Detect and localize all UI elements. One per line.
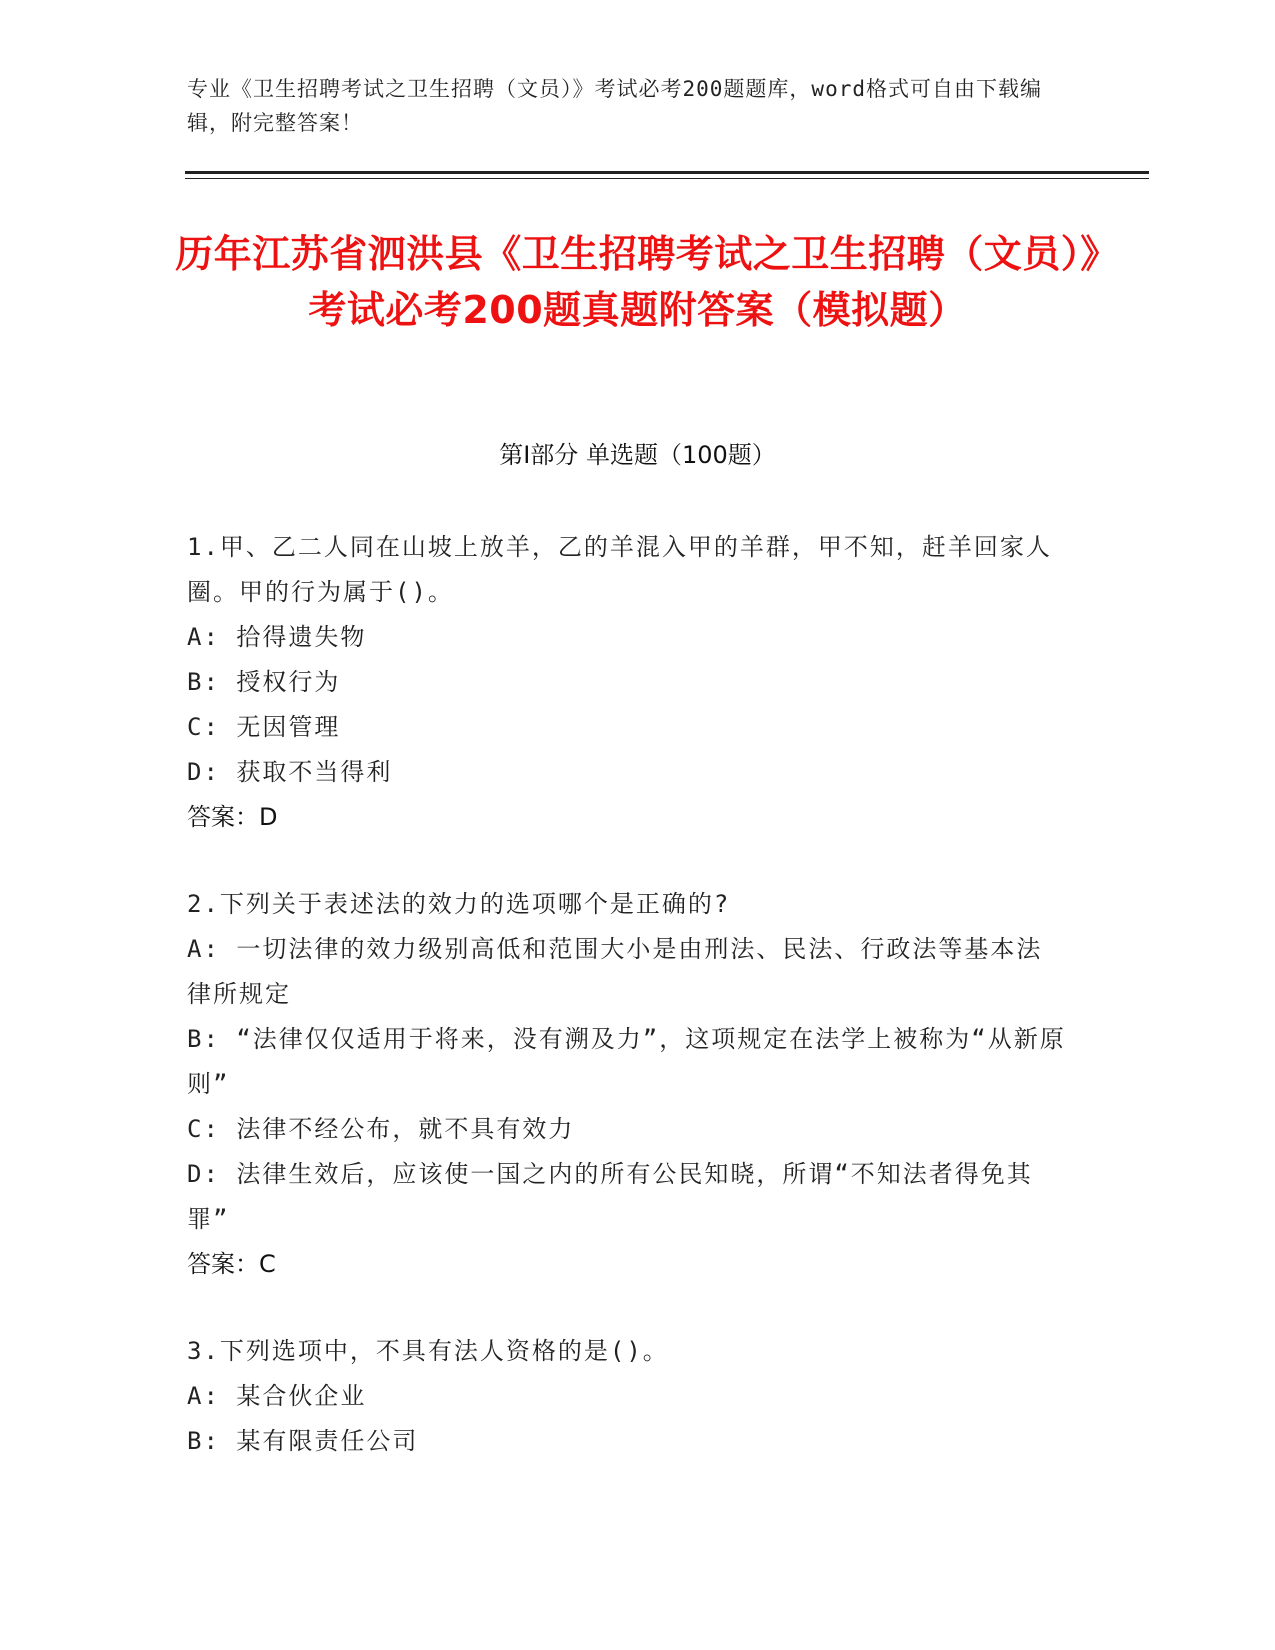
option-a: A: 某合伙企业: [187, 1382, 367, 1410]
section-heading: 第I部分 单选题（100题）: [499, 441, 776, 469]
header-divider-thick: [185, 171, 1149, 174]
question-2: [187, 882, 1067, 1287]
header-note: 专业《卫生招聘考试之卫生招聘（文员）》考试必考200题题库，word格式可自由下载编辑，附完整答案！: [187, 77, 1042, 135]
answer-line: 答案：C: [187, 1250, 276, 1278]
option-c: C: 无因管理: [187, 713, 341, 741]
option-d: D: 法律生效后，应该使一国之内的所有公民知晓，所谓“不知法者得免其罪”: [187, 1160, 1033, 1233]
option-a: A: 拾得遗失物: [187, 623, 367, 651]
option-a: A: 一切法律的效力级别高低和范围大小是由刑法、民法、行政法等基本法律所规定: [187, 935, 1043, 1008]
option-b: B: 授权行为: [187, 668, 341, 696]
option-b: B: 某有限责任公司: [187, 1427, 419, 1455]
question-stem: 3.下列选项中，不具有法人资格的是()。: [187, 1337, 669, 1365]
question-stem: 1.甲、乙二人同在山坡上放羊，乙的羊混入甲的羊群，甲不知，赶羊回家人圈。甲的行为属于()。: [187, 533, 1052, 606]
option-d: D: 获取不当得利: [187, 758, 393, 786]
question-1: [187, 525, 1067, 840]
answer-line: 答案：D: [187, 803, 278, 831]
question-stem: 2.下列关于表述法的效力的选项哪个是正确的?: [187, 890, 731, 918]
document-title: 历年江苏省泗洪县《卫生招聘考试之卫生招聘（文员）》考试必考200题真题附答案（模拟题）: [175, 232, 1100, 332]
header-divider-thin: [185, 178, 1149, 179]
question-3: [187, 1329, 1067, 1464]
option-b: B: “法律仅仅适用于将来，没有溯及力”，这项规定在法学上被称为“从新原则”: [187, 1025, 1066, 1098]
question-list: [187, 525, 1067, 1506]
option-c: C: 法律不经公布，就不具有效力: [187, 1115, 575, 1143]
